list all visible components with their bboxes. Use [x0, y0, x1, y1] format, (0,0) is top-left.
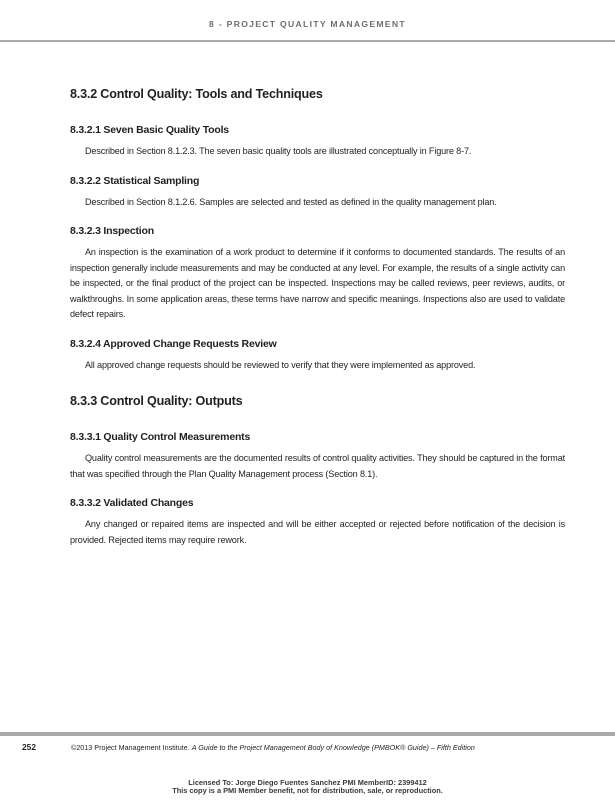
- license-notice: [0, 779, 615, 795]
- footer-divider: [0, 732, 615, 736]
- header-divider: [0, 40, 615, 42]
- footer-copyright: ©2013 Project Management Institute.: [71, 743, 192, 752]
- paragraph-seven-tools: Described in Section 8.1.2.3. The seven basic quality tools are illustrated conceptually in Figure 8-7.: [85, 146, 472, 156]
- footer-book-title: A Guide to the Project Management Body of Knowledge (PMBOK® Guide) – Fifth Edition: [191, 743, 475, 752]
- subsection-heading-seven-tools: 8.3.2.1 Seven Basic Quality Tools: [70, 124, 229, 136]
- paragraph-quality-control-measurements: Quality control measurements are the documented results of control quality activities. They should be captured in the format that was specified through the Plan Quality Management process (Section 8.1).: [70, 453, 565, 479]
- footer-credit: [71, 743, 475, 752]
- paragraph-validated-changes: Any changed or repaired items are inspected and will be either accepted or rejected before notification of the decision is provided. Rejected items may require rework.: [70, 519, 565, 545]
- subsection-heading-validated-changes: 8.3.3.2 Validated Changes: [70, 497, 194, 509]
- section-heading-tools-techniques: 8.3.2 Control Quality: Tools and Techniques: [70, 87, 323, 101]
- license-line-2: This copy is a PMI Member benefit, not for distribution, sale, or reproduction.: [172, 786, 443, 795]
- paragraph-statistical-sampling: Described in Section 8.1.2.6. Samples are selected and tested as defined in the quality management plan.: [85, 196, 497, 207]
- subsection-heading-statistical-sampling: 8.3.2.2 Statistical Sampling: [70, 174, 200, 187]
- page-content: [70, 86, 565, 548]
- subsection-heading-approved-change-requests: 8.3.2.4 Approved Change Requests Review: [70, 337, 277, 350]
- running-header: 8 - PROJECT QUALITY MANAGEMENT: [209, 19, 406, 29]
- section-heading-outputs: 8.3.3 Control Quality: Outputs: [70, 394, 243, 408]
- subsection-heading-quality-control-measurements: 8.3.3.1 Quality Control Measurements: [70, 431, 251, 443]
- license-line-1: Licensed To: Jorge Diego Fuentes Sanchez PMI MemberID: 2399412: [188, 778, 427, 787]
- paragraph-approved-change-requests: All approved change requests should be reviewed to verify that they were implemented as approved.: [85, 359, 476, 370]
- paragraph-inspection: An inspection is the examination of a work product to determine if it conforms to documented standards. The results of an inspection generally include measurements and may be conducted at any level. For example, the results of a single activity can be inspected, or the final product of the project can be inspected. Inspections may be called reviews, peer reviews, audits, or walkthroughs. In some application areas, these terms have narrow and specific meanings. Inspections also are used to validate defect repairs.: [70, 247, 565, 319]
- page-number: 252: [22, 742, 36, 752]
- subsection-heading-inspection: 8.3.2.3 Inspection: [70, 225, 154, 237]
